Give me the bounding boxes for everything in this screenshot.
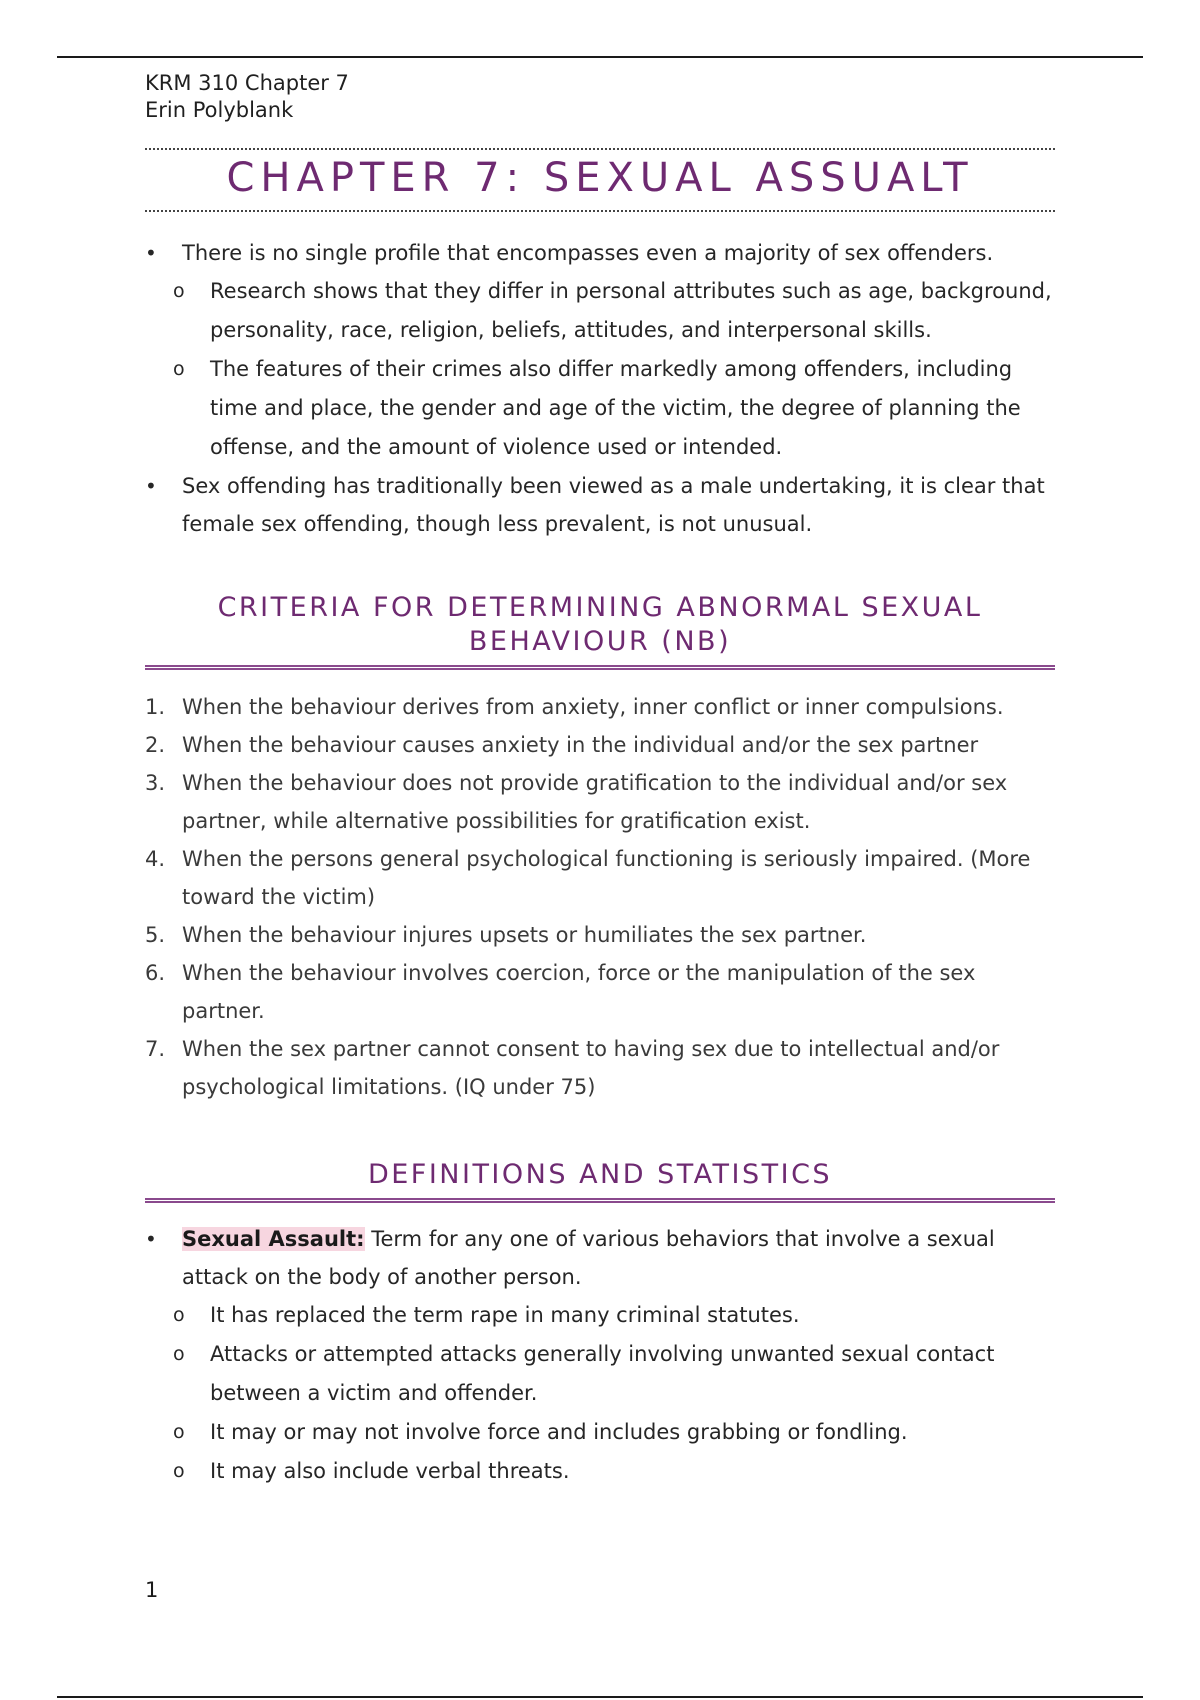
sub-bullet-text: Attacks or attempted attacks generally involving unwanted sexual contact between a victim and offender.	[210, 1342, 995, 1405]
chapter-title: CHAPTER 7: SEXUAL ASSUALT	[226, 155, 974, 201]
sub-bullet-marker: o	[173, 358, 185, 380]
definitions-list	[145, 1220, 1055, 1491]
list-item	[145, 954, 1055, 1030]
intro-list	[145, 234, 1055, 543]
sub-bullet-marker: o	[173, 1460, 185, 1482]
page-number: 1	[145, 1578, 159, 1602]
section-heading-definitions: DEFINITIONS AND STATISTICS	[145, 1158, 1055, 1203]
criteria-list	[145, 688, 1055, 1106]
section-heading-criteria: CRITERIA FOR DETERMINING ABNORMAL SEXUAL BEHAVIOUR (NB)	[145, 591, 1055, 670]
item-text: When the persons general psychological functioning is seriously impaired. (More toward the victim)	[182, 847, 1031, 909]
item-number: 5.	[145, 923, 166, 947]
bullet-text: There is no single profile that encompasses even a majority of sex offenders.	[182, 241, 994, 265]
term-definition: Term for any one of various behaviors that involve a sexual attack on the body of another person.	[182, 1227, 995, 1289]
sub-bullet-marker: o	[173, 280, 185, 302]
bullet-marker: •	[145, 1227, 157, 1251]
list-item	[145, 1296, 1055, 1335]
item-number: 3.	[145, 771, 166, 795]
course-line: KRM 310 Chapter 7	[145, 71, 349, 95]
list-item	[145, 764, 1055, 840]
list-item	[145, 1220, 1055, 1296]
top-rule	[57, 56, 1143, 58]
highlighted-term: Sexual Assault:	[182, 1227, 365, 1251]
bottom-rule	[57, 1696, 1143, 1698]
list-item	[145, 1452, 1055, 1491]
sub-bullet-text: It may or may not involve force and includes grabbing or fondling.	[210, 1420, 908, 1444]
sub-bullet-text: Research shows that they differ in personal attributes such as age, background, personality, race, religion, beliefs, attitudes, and interpersonal skills.	[210, 279, 1052, 342]
list-item	[145, 840, 1055, 916]
author-line: Erin Polyblank	[145, 98, 294, 122]
item-text: When the behaviour injures upsets or humiliates the sex partner.	[182, 923, 867, 947]
bullet-marker: •	[145, 241, 157, 265]
item-number: 1.	[145, 695, 166, 719]
list-item	[145, 1413, 1055, 1452]
item-number: 7.	[145, 1037, 166, 1061]
bullet-text: Sex offending has traditionally been viewed as a male undertaking, it is clear that female sex offending, though less prevalent, is not unusual.	[182, 474, 1045, 536]
list-item	[145, 272, 1055, 350]
item-text: When the behaviour derives from anxiety, inner conflict or inner compulsions.	[182, 695, 1004, 719]
list-item	[145, 467, 1055, 543]
sub-bullet-marker: o	[173, 1343, 185, 1365]
sub-bullet-text: It has replaced the term rape in many criminal statutes.	[210, 1303, 800, 1327]
list-item	[145, 1030, 1055, 1106]
item-number: 6.	[145, 961, 166, 985]
sub-bullet-marker: o	[173, 1421, 185, 1443]
list-item	[145, 350, 1055, 467]
list-item	[145, 726, 1055, 764]
list-item	[145, 688, 1055, 726]
bullet-marker: •	[145, 474, 157, 498]
sub-bullet-text: The features of their crimes also differ markedly among offenders, including time and place, the gender and age of the victim, the degree of planning the offense, and the amount of violence used or intended.	[210, 357, 1021, 459]
item-text: When the behaviour causes anxiety in the individual and/or the sex partner	[182, 733, 979, 757]
title-block	[145, 148, 1055, 212]
sub-bullet-text: It may also include verbal threats.	[210, 1459, 570, 1483]
item-text: When the behaviour involves coercion, force or the manipulation of the sex partner.	[182, 961, 976, 1023]
item-text: When the sex partner cannot consent to having sex due to intellectual and/or psychological limitations. (IQ under 75)	[182, 1037, 1000, 1099]
item-text: When the behaviour does not provide gratification to the individual and/or sex partner, while alternative possibilities for gratification exist.	[182, 771, 1008, 833]
list-item	[145, 234, 1055, 272]
document-body	[145, 148, 1055, 1491]
item-number: 2.	[145, 733, 166, 757]
list-item	[145, 1335, 1055, 1413]
sub-bullet-marker: o	[173, 1304, 185, 1326]
document-header	[145, 70, 349, 124]
item-number: 4.	[145, 847, 166, 871]
list-item	[145, 916, 1055, 954]
